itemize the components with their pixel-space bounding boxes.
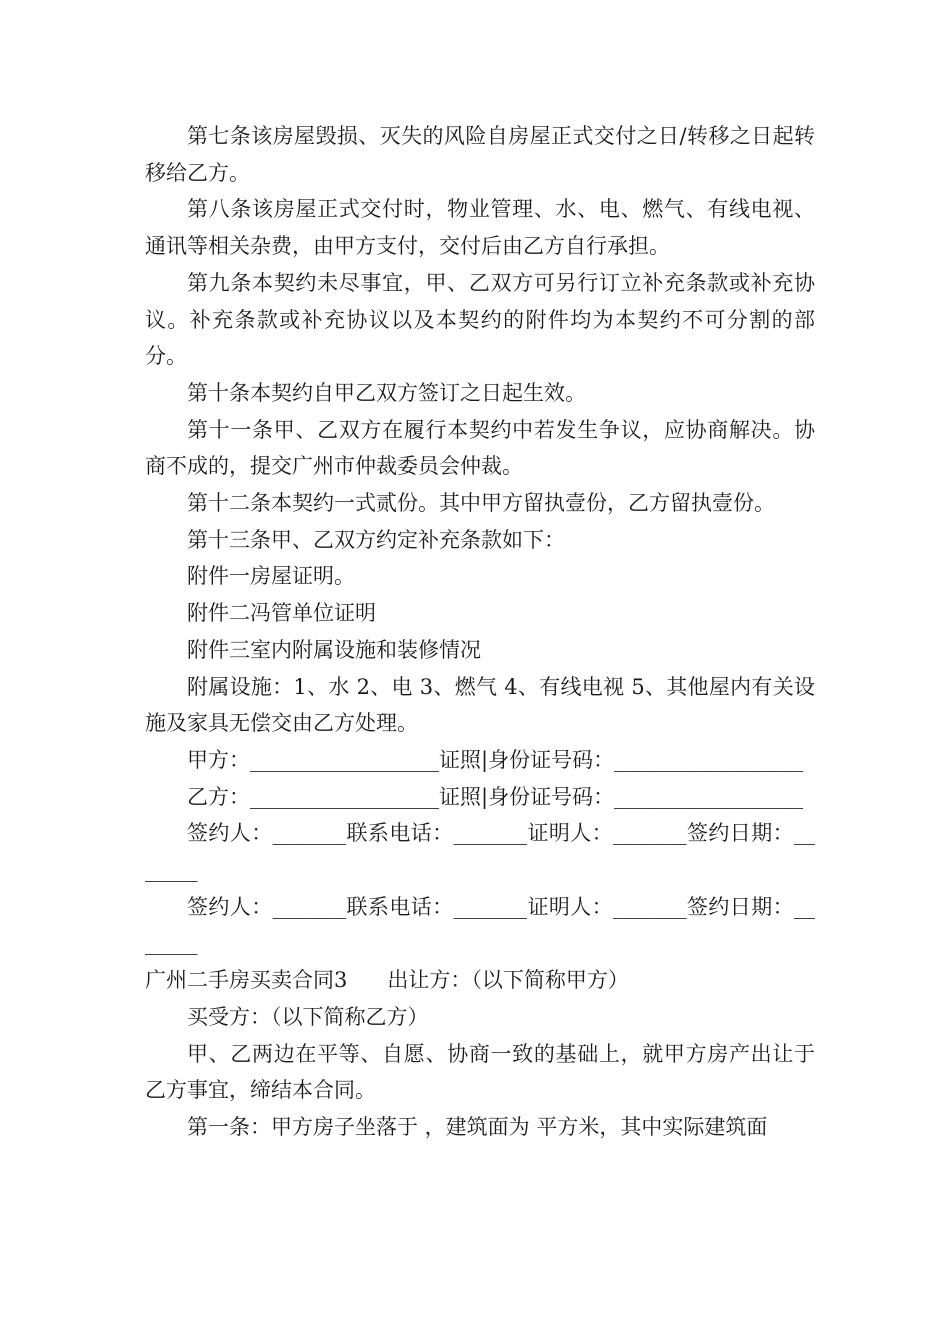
contract-3-seller: 出让方：（以下简称甲方） bbox=[387, 968, 629, 993]
clause-9: 第九条本契约未尽事宜，甲、乙双方可另行订立补充条款或补充协议。补充条款或补充协议以及本契约的附件均为本契约不可分割的部分。 bbox=[145, 270, 815, 369]
contract-3-buyer: 买受方：（以下简称乙方） bbox=[187, 1004, 429, 1029]
clause-12: 第十二条本契约一式贰份。其中甲方留执壹份，乙方留执壹份。 bbox=[187, 491, 775, 516]
clause-7: 第七条该房屋毁损、灭失的风险自房屋正式交付之日/转移之日起转移给乙方。 bbox=[145, 124, 815, 185]
attachment-3: 附件三室内附属设施和装修情况 bbox=[187, 637, 481, 662]
signatory-line-2: 签约人：_______联系电话：_______证明人：_______签约日期：_______ bbox=[145, 894, 815, 956]
clause-11: 第十一条甲、乙双方在履行本契约中若发生争议，应协商解决。协商不成的，提交广州市仲裁委员会仲裁。 bbox=[145, 417, 815, 479]
signatory-line-1: 签约人：_______联系电话：_______证明人：_______签约日期：_______ bbox=[145, 821, 815, 883]
clause-8: 第八条该房屋正式交付时，物业管理、水、电、燃气、有线电视、通讯等相关杂费，由甲方支付，交付后由乙方自行承担。 bbox=[145, 197, 815, 259]
attachment-2: 附件二冯管单位证明 bbox=[187, 601, 376, 626]
party-b-signature-line: 乙方：__________________证照|身份证号码：__________________ bbox=[187, 784, 804, 809]
document-body bbox=[145, 118, 815, 1146]
contract-3-preamble: 甲、乙两边在平等、自愿、协商一致的基础上，就甲方房产出让于乙方事宜，缔结本合同。 bbox=[145, 1041, 815, 1103]
clause-10: 第十条本契约自甲乙双方签订之日起生效。 bbox=[187, 380, 586, 405]
contract-3-heading-line bbox=[145, 962, 815, 999]
facilities-list: 附属设施：1、水 2、电 3、燃气 4、有线电视 5、其他屋内有关设施及家具无偿交由乙方处理。 bbox=[145, 674, 815, 736]
clause-13: 第十三条甲、乙双方约定补充条款如下： bbox=[187, 527, 565, 552]
contract-3-title: 广州二手房买卖合同3 bbox=[145, 968, 348, 993]
party-a-signature-line: 甲方：__________________证照|身份证号码：__________________ bbox=[187, 747, 804, 772]
contract-3-article-1: 第一条：甲方房子坐落于 ，建筑面为 平方米，其中实际建筑面 bbox=[187, 1114, 768, 1139]
attachment-1: 附件一房屋证明。 bbox=[187, 564, 355, 589]
